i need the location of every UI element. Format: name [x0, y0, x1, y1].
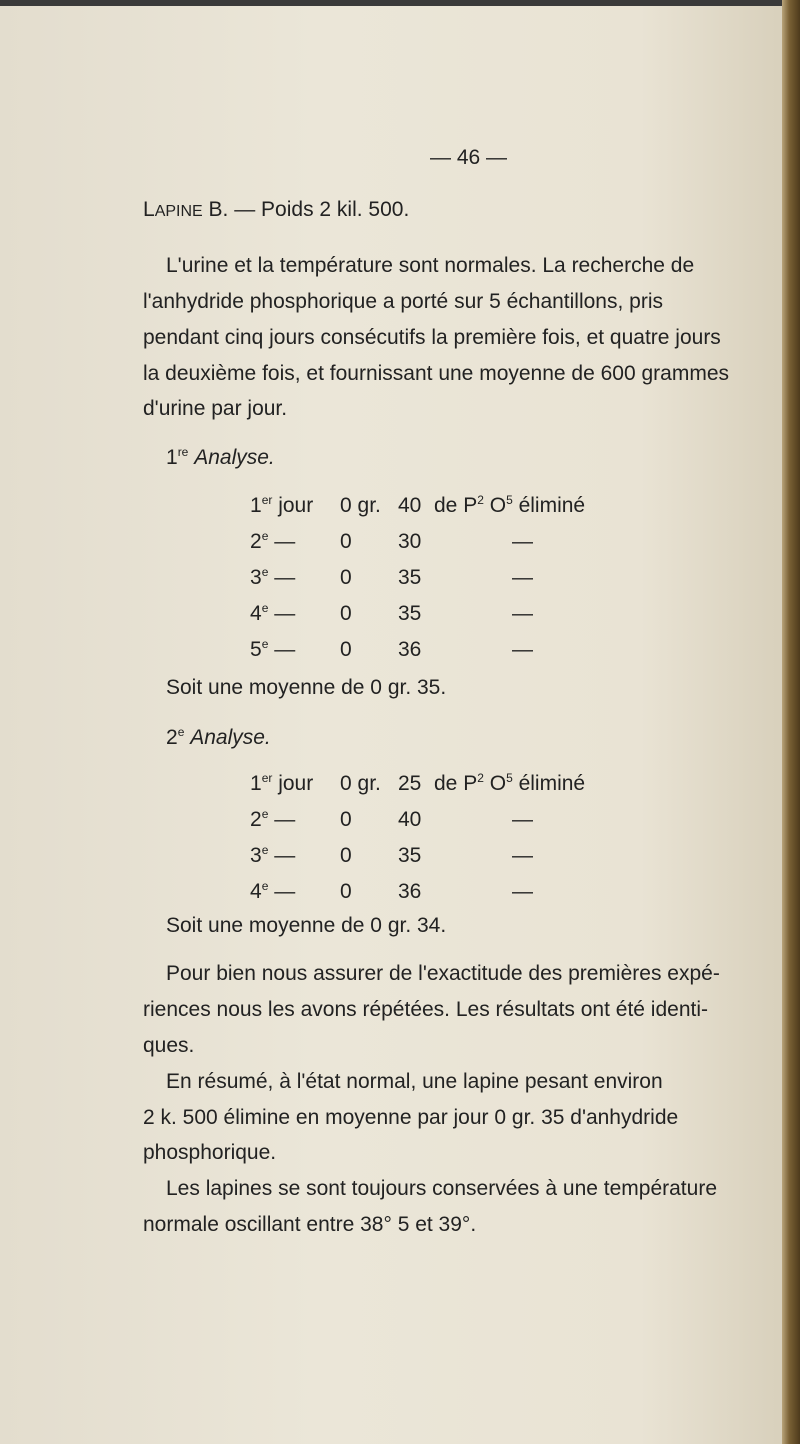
analysis-2-summary: Soit une moyenne de 0 gr. 34.	[166, 914, 447, 937]
table-cell-unit: de $P^2$ $O^5$ éliminé	[434, 493, 586, 517]
table-row-day: 3e —	[250, 843, 296, 867]
table-cell-grams: 0	[340, 880, 352, 903]
table-cell-ditto: —	[512, 808, 533, 831]
closing-line-8: normale oscillant entre 38° 5 et 39°.	[143, 1213, 477, 1236]
intro-line-5: d'urine par jour.	[143, 397, 288, 420]
scan-top-edge	[0, 0, 800, 6]
table-row-day: 2e —	[250, 529, 296, 553]
table-cell-unit: de $P^2$ $O^5$ éliminé	[434, 771, 586, 795]
closing-line-4: En résumé, à l'état normal, une lapine pesant environ	[166, 1070, 663, 1093]
closing-line-2: riences nous les avons répétées. Les résultats ont été identi-	[143, 998, 708, 1021]
table-row-day: 2e —	[250, 807, 296, 831]
table-cell-centigrams: 35	[398, 844, 422, 867]
table-cell-ditto: —	[512, 638, 533, 661]
table-cell-grams: 0	[340, 566, 352, 589]
table-row-day: 1er jour	[250, 493, 314, 517]
table-cell-ditto: —	[512, 602, 533, 625]
section-heading: LAPINE B. — Poids 2 kil. 500.	[143, 198, 410, 221]
table-cell-grams: 0 gr.	[340, 772, 381, 795]
table-cell-centigrams: 35	[398, 602, 422, 625]
table-cell-centigrams: 25	[398, 772, 422, 795]
table-row-day: 1er jour	[250, 771, 314, 795]
table-cell-centigrams: 40	[398, 494, 422, 517]
page-number: — 46 —	[430, 146, 508, 169]
table-cell-centigrams: 36	[398, 638, 422, 661]
analysis-2-heading: 2e Analyse.	[166, 725, 271, 749]
analysis-1-heading: 1re Analyse.	[166, 445, 275, 469]
closing-line-3: ques.	[143, 1034, 195, 1057]
table-cell-centigrams: 35	[398, 566, 422, 589]
table-cell-centigrams: 30	[398, 530, 422, 553]
table-row-day: 3e —	[250, 565, 296, 589]
table-cell-grams: 0	[340, 530, 352, 553]
table-row-day: 4e —	[250, 879, 296, 903]
closing-line-1: Pour bien nous assurer de l'exactitude des premières expé-	[166, 962, 720, 985]
table-cell-ditto: —	[512, 530, 533, 553]
closing-line-7: Les lapines se sont toujours conservées à une température	[166, 1177, 717, 1200]
table-cell-centigrams: 36	[398, 880, 422, 903]
analysis-1-summary: Soit une moyenne de 0 gr. 35.	[166, 676, 447, 699]
table-cell-ditto: —	[512, 844, 533, 867]
intro-line-3: pendant cinq jours consécutifs la première fois, et quatre jours	[143, 326, 721, 349]
table-cell-grams: 0	[340, 808, 352, 831]
intro-line-2: l'anhydride phosphorique a porté sur 5 échantillons, pris	[143, 290, 663, 313]
table-cell-grams: 0	[340, 602, 352, 625]
closing-line-5: 2 k. 500 élimine en moyenne par jour 0 gr. 35 d'anhydride	[143, 1106, 679, 1129]
intro-line-4: la deuxième fois, et fournissant une moyenne de 600 grammes	[143, 362, 730, 385]
table-cell-ditto: —	[512, 880, 533, 903]
table-cell-grams: 0 gr.	[340, 494, 381, 517]
table-cell-centigrams: 40	[398, 808, 422, 831]
table-cell-grams: 0	[340, 638, 352, 661]
table-cell-ditto: —	[512, 566, 533, 589]
intro-line-1: L'urine et la température sont normales. La recherche de	[166, 254, 695, 277]
table-row-day: 4e —	[250, 601, 296, 625]
book-spine-edge	[782, 0, 800, 1444]
table-cell-grams: 0	[340, 844, 352, 867]
closing-line-6: phosphorique.	[143, 1141, 277, 1164]
table-row-day: 5e —	[250, 637, 296, 661]
